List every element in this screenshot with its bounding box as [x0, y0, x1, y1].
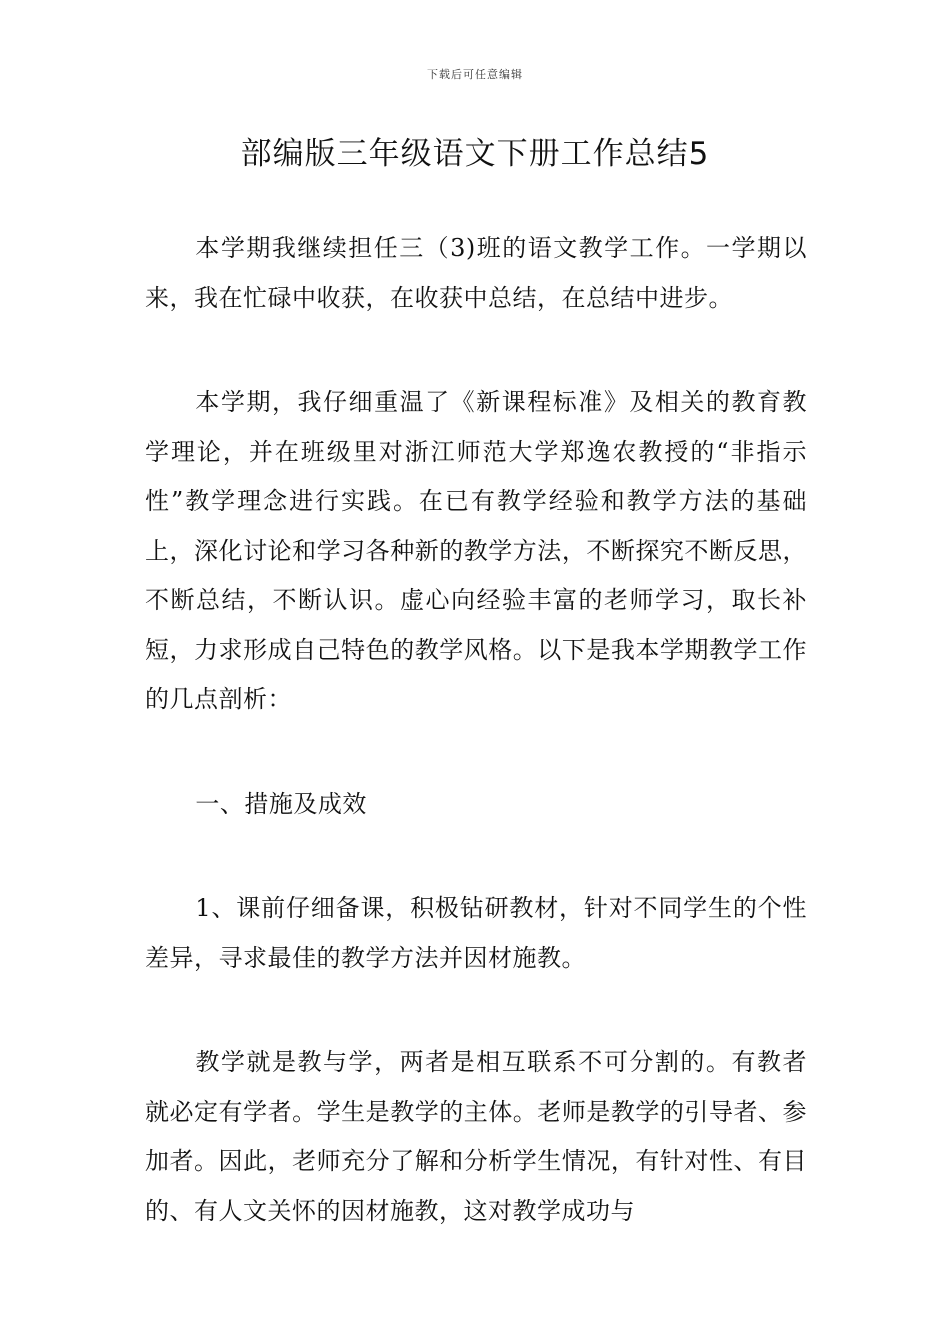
paragraph-teaching: 教学就是教与学，两者是相互联系不可分割的。有教者就必定有学者。学生是教学的主体。老师是教学的引导者、参加者。因此，老师充分了解和分析学生情况，有针对性、有目的、有人文关怀的因材施教，这对教学成功与 [145, 1048, 807, 1225]
paragraph-intro: 本学期我继续担任三（3)班的语文教学工作。一学期以来，我在忙碌中收获，在收获中总结，在总结中进步。 [145, 234, 807, 312]
paragraph-spacer [145, 323, 807, 378]
paragraph-spacer [145, 725, 807, 780]
paragraph-spacer [145, 983, 807, 1038]
header-note: 下载后可任意编辑 [427, 68, 523, 81]
paragraph-item-1: 1、课前仔细备课，积极钻研教材，针对不同学生的个性差异，寻求最佳的教学方法并因材施教。 [145, 894, 807, 972]
paragraph-study: 本学期，我仔细重温了《新课程标准》及相关的教育教学理论，并在班级里对浙江师范大学郑逸农教授的“非指示性”教学理念进行实践。在已有教学经验和教学方法的基础上，深化讨论和学习各种新的教学方法，不断探究不断反思，不断总结，不断认识。虚心向经验丰富的老师学习，取长补短，力求形成自己特色的教学风格。以下是我本学期教学工作的几点剖析： [145, 388, 807, 713]
document-body [145, 224, 807, 1236]
page-title: 部编版三年级语文下册工作总结5 [240, 136, 710, 172]
section-heading: 一、措施及成效 [195, 789, 367, 818]
paragraph-spacer [145, 829, 807, 884]
